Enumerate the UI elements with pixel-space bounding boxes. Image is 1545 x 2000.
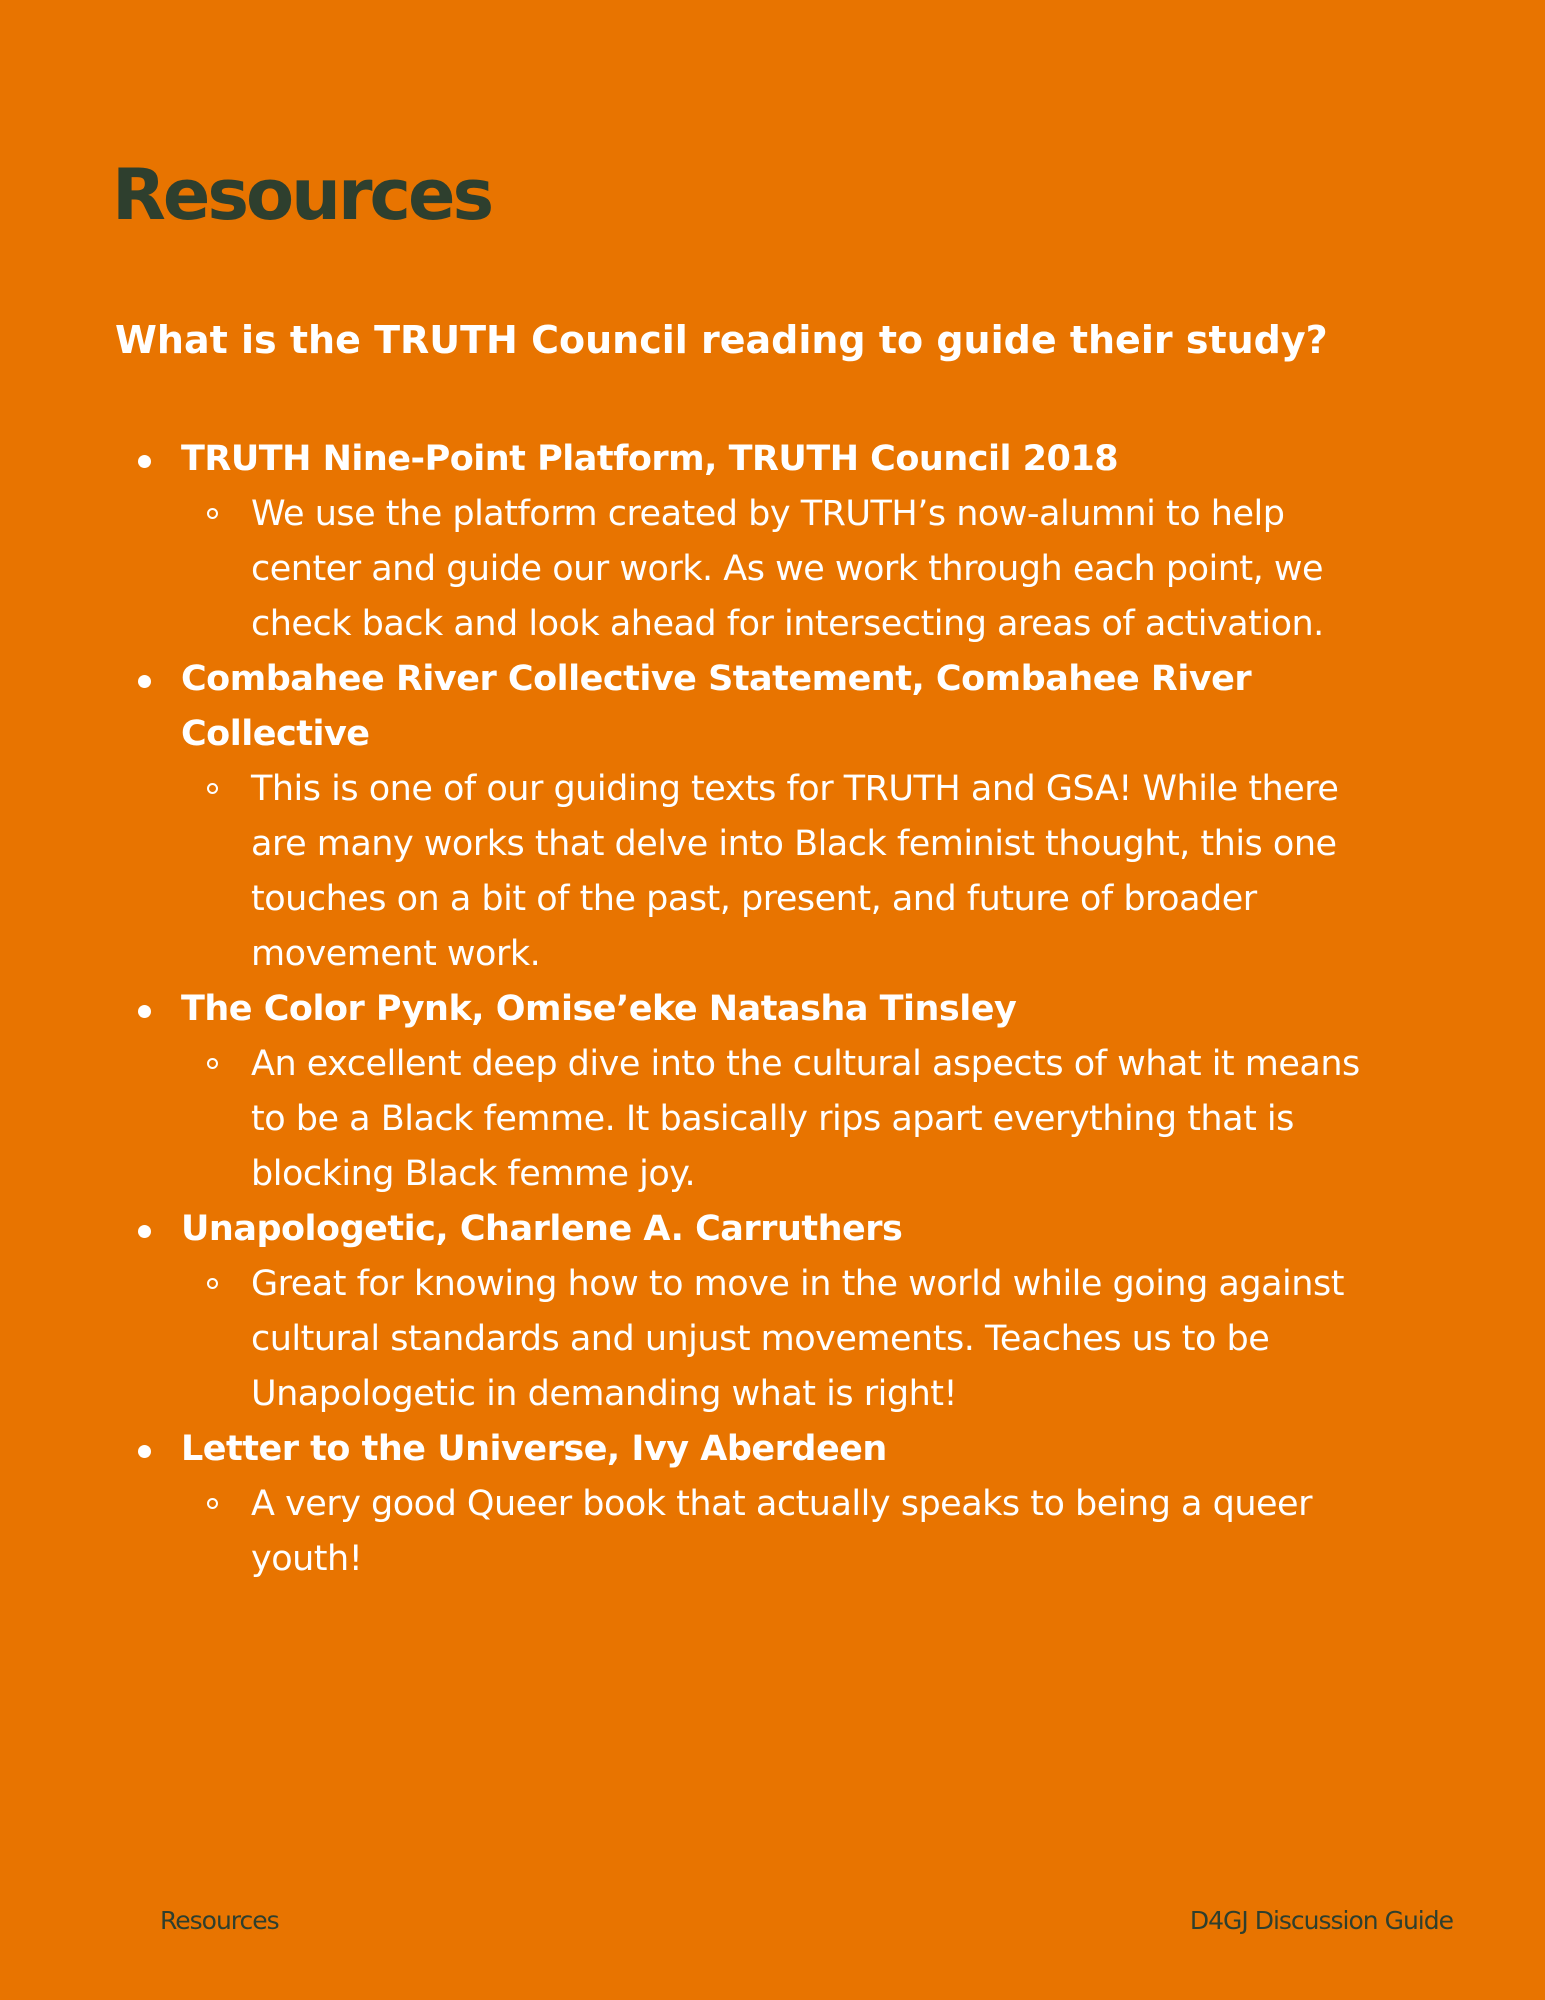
bullet-dot-icon (138, 455, 151, 468)
bullet-dot-icon (138, 1445, 151, 1458)
resource-list (0, 432, 1545, 1587)
page-title: Resources (112, 154, 492, 236)
resource-description: A very good Queer book that actually speaks to being a queer youth! (251, 1484, 1312, 1579)
resource-title: The Color Pynk, Omise’eke Natasha Tinsley (181, 989, 1017, 1029)
bullet-circle-icon (207, 1058, 218, 1069)
resource-item (0, 1422, 1361, 1587)
resource-sub-item (181, 1477, 1346, 1587)
page-subtitle: What is the TRUTH Council reading to guide their study? (115, 318, 1328, 362)
resource-item (0, 652, 1361, 982)
resource-sub-item (181, 1257, 1346, 1422)
resource-sub-item (181, 487, 1346, 652)
bullet-circle-icon (207, 1498, 218, 1509)
resource-item (0, 1202, 1361, 1422)
bullet-dot-icon (138, 1225, 151, 1238)
footer-document-title: D4GJ Discussion Guide (1189, 1906, 1453, 1935)
bullet-circle-icon (207, 1278, 218, 1289)
resource-title: Combahee River Collective Statement, Combahee River Collective (181, 659, 1252, 754)
resource-sub-item (181, 762, 1346, 982)
resource-sub-item (181, 1037, 1360, 1202)
resource-title: Unapologetic, Charlene A. Carruthers (181, 1209, 903, 1249)
bullet-dot-icon (138, 675, 151, 688)
resource-title: TRUTH Nine-Point Platform, TRUTH Council 2018 (181, 439, 1119, 479)
resource-item (0, 982, 1361, 1202)
bullet-circle-icon (207, 783, 218, 794)
resource-item (0, 432, 1361, 652)
resource-description: We use the platform created by TRUTH’s now-alumni to help center and guide our work. As we work through each point, we check back and look ahead for intersecting areas of activation. (251, 494, 1324, 644)
footer-section-label: Resources (160, 1906, 279, 1935)
resource-description: Great for knowing how to move in the world while going against cultural standards and unjust movements. Teaches us to be Unapologetic in demanding what is right! (251, 1264, 1344, 1414)
bullet-circle-icon (207, 508, 218, 519)
resource-description: An excellent deep dive into the cultural aspects of what it means to be a Black femme. It basically rips apart everything that is blocking Black femme joy. (251, 1044, 1360, 1194)
resource-title: Letter to the Universe, Ivy Aberdeen (181, 1429, 887, 1469)
resource-description: This is one of our guiding texts for TRUTH and GSA! While there are many works that delve into Black feminist thought, this one touches on a bit of the past, present, and future of broader movement work. (251, 769, 1339, 974)
bullet-dot-icon (138, 1005, 151, 1018)
